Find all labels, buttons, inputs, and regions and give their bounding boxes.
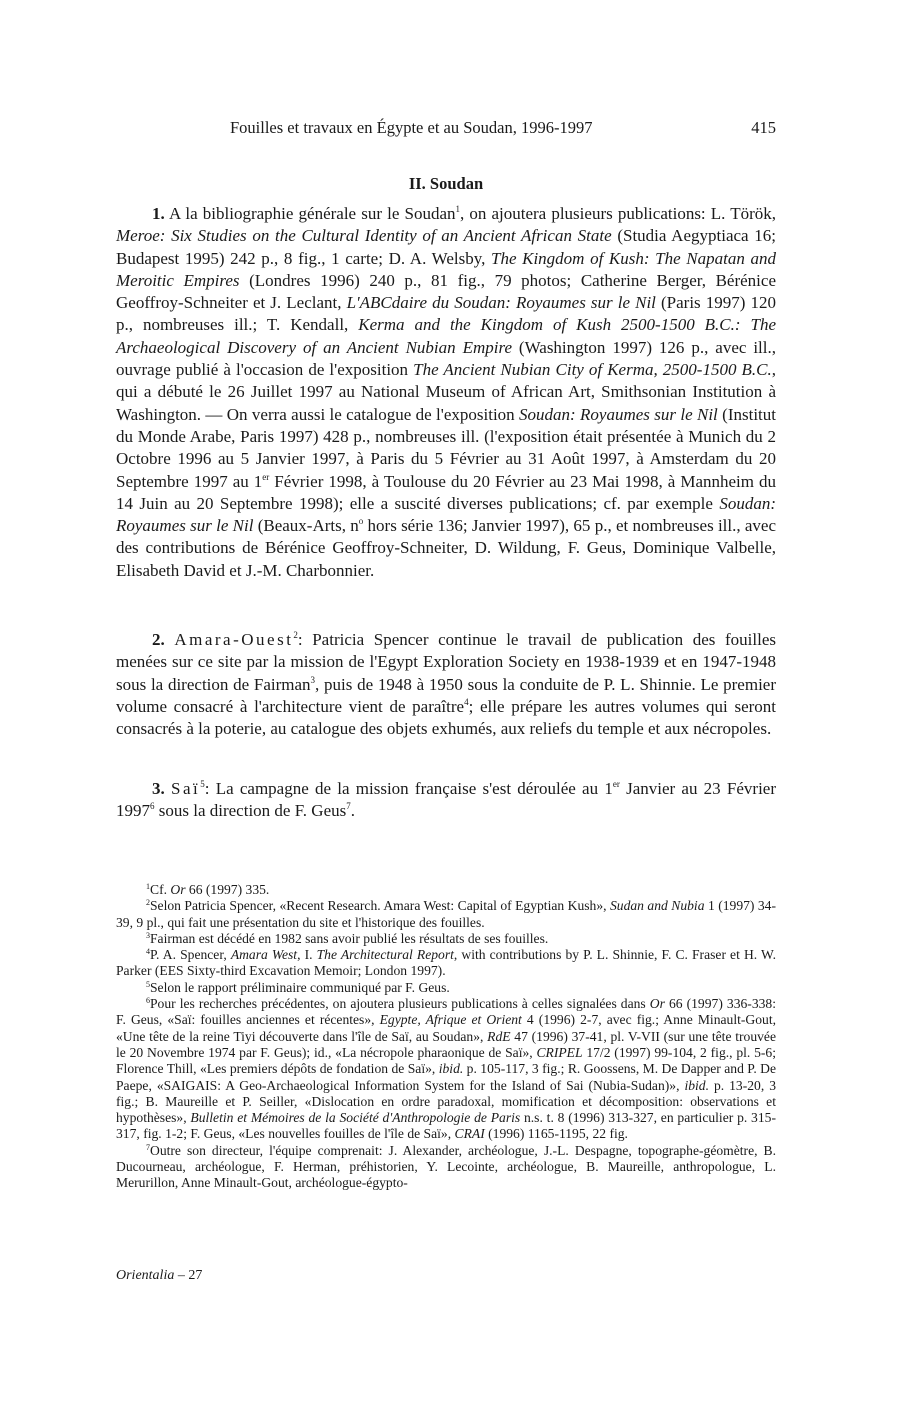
text-run: Février 1998, à Toulouse du 20 Février au 23 Mai 1998, à Mannheim du 14 Juin au 20 Septembre 1998); elle a suscité diverses publications; cf. par exemple (116, 471, 776, 513)
footnote-4 (116, 947, 776, 980)
title-italic: Soudan: Royaumes sur le Nil (116, 493, 776, 536)
site-name: Saï (171, 779, 201, 798)
running-head (116, 118, 776, 142)
text-run: 66 (1997) 335. (185, 882, 270, 897)
page-number: 415 (751, 118, 776, 137)
text-run: A la bibliographie générale sur le Soudan (168, 204, 456, 223)
title-italic: Or (170, 882, 186, 897)
text-run: 17/2 (1997) 99-104, 2 fig., pl. 5-6; Florence Thill, «Les premiers dépôts de fondation de Saï», (116, 1044, 777, 1077)
footnote-5 (116, 980, 776, 996)
footnote-number: 7 (146, 1142, 150, 1152)
text-run: Outre son directeur, l'équipe comprenait: J. Alexander, archéologue, J.-L. Despagne, topographe-géomètre, B. Ducourneau, archéologue, F. Herman, préhistorien, Y. Lecointe, archéologue, B. Maureille, anthropologue, L. Merurillon, Anne Minault-Gout, archéologue-égypto- (116, 1142, 776, 1191)
text-run: , puis de 1948 à 1950 sous la conduite de P. L. Shinnie. Le premier volume consacré à l'architecture vient de paraître (116, 674, 776, 716)
signature-number: 27 (188, 1268, 203, 1283)
text-run: ; elle prépare les autres volumes qui seront consacrés à la poterie, au catalogue des objets exhumés, aux reliefs du temple et aux nécropoles. (116, 696, 776, 739)
footnote-ref[interactable]: 2 (293, 630, 298, 640)
text-run: , with contributions by P. L. Shinnie, F. C. Fraser et H. W. Parker (EES Sixty-third Excavation Memoir; London 1997). (116, 947, 776, 979)
title-italic: ibid. (684, 1077, 709, 1093)
text-run: : Patricia Spencer continue le travail de publication des fouilles menées sur ce site par la mission de l'Egypt Exploration Society en 1938-1939 et en 1947-1948 sous la direction de Fairman (116, 630, 777, 694)
text-run: (Washington 1997) 126 p., avec ill., ouvrage publié à l'occasion de l'exposition (116, 337, 777, 380)
footnote-ref[interactable]: 7 (346, 801, 351, 812)
title-italic: RdE (487, 1028, 511, 1044)
paragraph-2-block (116, 629, 776, 740)
paragraph-1-block (116, 203, 776, 582)
text-run: , qui a débuté le 26 Juillet 1997 au National Museum of African Art, Smithsonian Institution à Washington. — On verra aussi le catalogue de l'exposition (116, 360, 776, 424)
text-run: 66 (1997) 336-338: F. Geus, «Saï: fouilles anciennes et récentes», (116, 996, 776, 1028)
text-run: hors série 136; Janvier 1997), 65 p., et nombreuses ill., avec des contributions de Bérénice Geoffroy-Schneiter, D. Wildung, F. Geus, Dominique Valbelle, Elisabeth David et J.-M. Charbonnier. (116, 516, 777, 580)
text-run: sous la direction de F. Geus (154, 801, 347, 821)
text-run: : La campagne de la mission française s'est déroulée au 1 (204, 779, 613, 798)
title-italic: The Kingdom of Kush: The Napatan and Meroitic Empires (116, 248, 776, 290)
ordinal-suffix: o (358, 516, 364, 527)
title-italic: Or (649, 996, 665, 1012)
signature-separator: – (174, 1268, 189, 1283)
footnotes (116, 882, 776, 1192)
title-italic: Soudan: Royaumes sur le Nil (519, 404, 718, 424)
title-italic: Sudan and Nubia (609, 898, 705, 914)
title-italic: L'ABCdaire du Soudan: Royaumes sur le Nil (346, 293, 656, 313)
text-run: Pour les recherches précédentes, on ajoutera plusieurs publications à celles signalées dans (150, 996, 650, 1012)
running-title: Fouilles et travaux en Égypte et au Soudan, 1996-1997 (230, 118, 593, 137)
text-run: (1996) 1165-1195, 22 fig. (484, 1126, 628, 1142)
footnote-ref[interactable]: 3 (310, 674, 316, 685)
paragraph-number: 2. (152, 630, 165, 649)
footnote-ref[interactable]: 4 (464, 696, 469, 707)
text-run: 1 (1997) 34-39, 9 pl., qui fait une présentation du site et l'historique des fouilles. (116, 898, 777, 930)
text-run: 47 (1996) 37-41, pl. V-VII (sur une tête trouvée le 20 Novembre 1974 par F. Geus); id., «La nécropole pharaonique de Saï», (116, 1028, 776, 1060)
text-run: Selon Patricia Spencer, «Recent Research. Amara West: Capital of Egyptian Kush», (150, 898, 610, 914)
text-run: 4 (1996) 2-7, avec fig.; Anne Minault-Gout, «Une tête de la reine Tiyi découverte dans l'île de Saï, au Soudan», (116, 1012, 776, 1044)
title-italic: Bulletin et Mémoires de la Société d'Anthropologie de Paris (190, 1110, 521, 1126)
text-run: Selon le rapport préliminaire communiqué par F. Geus. (150, 979, 450, 995)
text-run: (Studia Aegyptiaca 16; Budapest 1995) 242 p., 8 fig., 1 carte; D. A. Welsby, (116, 226, 776, 268)
paragraph-2 (116, 629, 776, 740)
footnote-number: 4 (146, 947, 150, 957)
paragraph-3 (116, 778, 776, 823)
paragraph-number: 1. (152, 204, 165, 223)
journal-signature (116, 1268, 202, 1284)
footnote-2 (116, 898, 776, 931)
footnote-1 (116, 882, 776, 898)
title-italic: Meroe: Six Studies on the Cultural Identity of an Ancient African State (116, 226, 612, 246)
title-italic: CRAI (454, 1126, 485, 1142)
ordinal-suffix: er (262, 471, 270, 482)
footnote-ref[interactable]: 5 (200, 779, 205, 789)
footnote-7 (116, 1143, 776, 1192)
text-run: (Institut du Monde Arabe, Paris 1997) 428 p., nombreuses ill. (l'exposition était présentée à Munich du 2 Octobre 1996 au 5 Janvier 1997, à Paris du 5 Février au 31 Août 1997, à Amsterdam du 20 Septembre 1997 au 1 (116, 404, 776, 491)
text-run: (Paris 1997) 120 p., nombreuses ill.; T. Kendall, (116, 293, 777, 335)
title-italic: CRIPEL (536, 1044, 583, 1060)
paragraph-1 (116, 203, 776, 582)
text-run: Janvier au 23 Février 1997 (116, 779, 777, 821)
journal-name: Orientalia (116, 1268, 175, 1283)
paragraph-3-block (116, 778, 776, 823)
text-run: Fairman est décédé en 1982 sans avoir publié les résultats de ses fouilles. (150, 930, 549, 946)
text-run: p. 105-117, 3 fig.; R. Goossens, M. De Dapper and P. De Paepe, «SAIGAIS: A Geo-Archaeological Information System for the Island of Sai (Nubia-Sudan)», (116, 1061, 777, 1093)
title-italic: Kerma and the Kingdom of Kush 2500-1500 B.C.: The Archaeological Discovery of an Ancient Nubian Empire (116, 315, 777, 357)
title-italic: The Architectural Report (316, 947, 454, 963)
footnote-6 (116, 996, 776, 1143)
title-italic: Egypte, Afrique et Orient (379, 1012, 522, 1028)
title-italic: The Ancient Nubian City of Kerma, 2500-1500 B.C. (413, 360, 772, 380)
text-run: (Beaux-Arts, n (253, 516, 359, 536)
footnote-number: 6 (146, 996, 150, 1006)
footnote-3 (116, 931, 776, 947)
text-run: P. A. Spencer, (150, 947, 231, 963)
paragraph-number: 3. (152, 779, 165, 798)
text-run: . (350, 801, 355, 821)
site-name: Amara-Ouest (174, 630, 294, 649)
text-run: p. 13-20, 3 fig.; B. Maureille et P. Seiller, «Dislocation en ordre paradoxal, momification et décomposition: observations et hypothèses», (116, 1077, 776, 1126)
footnote-number: 3 (146, 930, 150, 940)
text-run: , I. (297, 947, 317, 963)
title-italic: ibid. (438, 1061, 464, 1077)
ordinal-suffix: er (612, 779, 620, 789)
footnote-ref[interactable]: 1 (455, 204, 460, 214)
text-run: Cf. (150, 882, 171, 897)
text-run: (Londres 1996) 240 p., 81 fig., 79 photos; Catherine Berger, Bérénice Geoffroy-Schneiter et J. Leclant, (116, 270, 776, 313)
footnote-ref[interactable]: 6 (150, 801, 155, 812)
footnote-number: 1 (146, 882, 150, 891)
footnote-number: 2 (146, 898, 150, 908)
text-run: n.s. t. 8 (1996) 313-327, en particulier p. 315-317, fig. 1-2; F. Geus, «Les nouvelles fouilles de l'île de Saï», (116, 1110, 776, 1142)
text-run: , on ajoutera plusieurs publications: L. Török, (460, 204, 777, 223)
title-italic: Amara West (230, 947, 298, 963)
footnote-number: 5 (146, 979, 150, 989)
section-heading: II. Soudan (408, 174, 484, 193)
